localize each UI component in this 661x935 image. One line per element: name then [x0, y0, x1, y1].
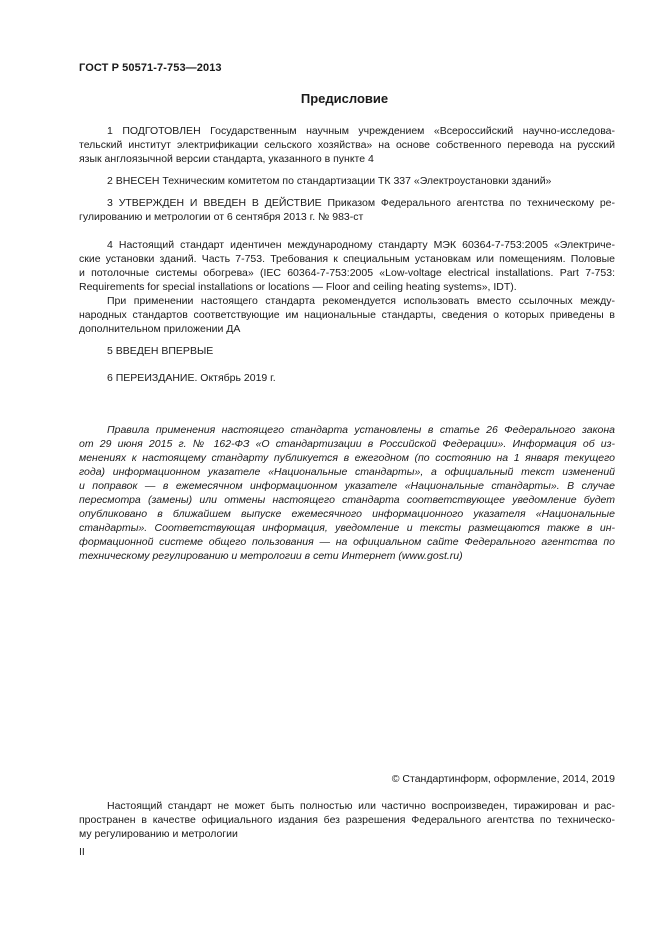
paragraph-4-line: 4 Настоящий стандарт идентичен международному стандарту МЭК 60364-7-753:2005 «Электриче-: [107, 239, 615, 251]
paragraph-4-line: и потолочные системы обогрева» (IEC 60364-7-753:2005 «Low-voltage electrical installations. Part 7-753:: [79, 267, 615, 279]
paragraph-7: [79, 371, 615, 385]
paragraph-1-line: 1 ПОДГОТОВЛЕН Государственным научным учреждением «Всероссийский научно-исследова-: [107, 125, 615, 137]
paragraph-6-line: 5 ВВЕДЕН ВПЕРВЫЕ: [107, 345, 214, 357]
notice-paragraph-line: опубликовано в ближайшем выпуске ежемесячного информационного указателя «Национальные: [79, 508, 615, 520]
paragraph-7-line: 6 ПЕРЕИЗДАНИЕ. Октябрь 2019 г.: [107, 372, 276, 384]
paragraph-4: [79, 238, 615, 294]
paragraph-1-line: тельский институт электрификации сельского хозяйства» на основе собственного перевода на русский: [79, 139, 615, 151]
page-title-text: Предисловие: [300, 91, 389, 106]
page-title: [0, 91, 661, 106]
paragraph-1-line: язык англоязычной версии стандарта, указанного в пункте 4: [79, 153, 374, 165]
footer-notice-line: пространен в качестве официального издания без разрешения Федерального агентства по техническо-: [79, 814, 615, 826]
paragraph-5-line: дополнительном приложении ДА: [79, 323, 241, 335]
page-number: II: [79, 846, 85, 858]
notice-paragraph-line: и поправок — в ежемесячном информационном указателе «Национальные стандарты». В случае: [79, 480, 615, 492]
paragraph-5-line: народных стандартов соответствующие им национальные стандарты, сведения о которых приведены в: [79, 309, 615, 321]
copyright-line: © Стандартинформ, оформление, 2014, 2019: [391, 773, 615, 785]
standard-code: ГОСТ Р 50571-7-753—2013: [79, 62, 222, 74]
paragraph-5: [79, 294, 615, 336]
paragraph-2: [79, 174, 615, 188]
footer-notice-line: Настоящий стандарт не может быть полностью или частично воспроизведен, тиражирован и рас-: [107, 800, 615, 812]
notice-paragraph-line: Правила применения настоящего стандарта установлены в статье 26 Федерального закона: [107, 424, 615, 436]
paragraph-3: [79, 196, 615, 224]
notice-paragraph-line: стандарты». Соответствующая информация, уведомление и тексты размещаются также в ин-: [79, 522, 615, 534]
paragraph-3-line: 3 УТВЕРЖДЕН И ВВЕДЕН В ДЕЙСТВИЕ Приказом Федерального агентства по техническому ре-: [107, 197, 615, 209]
notice-paragraph-line: года) информационном указателе «Национальные стандарты», а официальный текст изменений: [79, 466, 615, 478]
notice-paragraph: [79, 423, 615, 563]
paragraph-4-line: ские установки зданий. Часть 7-753. Требования к специальным установкам или помещениям. Половые: [79, 253, 615, 265]
footer-notice: [79, 799, 615, 841]
notice-paragraph-line: техническому регулированию и метрологии в сети Интернет (www.gost.ru): [79, 550, 463, 562]
paragraph-6: [79, 344, 615, 358]
paragraph-1: [79, 124, 615, 166]
notice-paragraph-line: от 29 июня 2015 г. № 162-ФЗ «О стандартизации в Российской Федерации». Информация об из-: [79, 438, 615, 450]
notice-paragraph-line: менениях к настоящему стандарту публикуется в ежегодном (по состоянию на 1 января текущего: [79, 452, 615, 464]
footer-notice-line: му регулированию и метрологии: [79, 828, 238, 840]
notice-paragraph-line: формационной системе общего пользования — на официальном сайте Федерального агентства по: [79, 536, 615, 548]
paragraph-3-line: гулированию и метрологии от 6 сентября 2013 г. № 983-ст: [79, 211, 364, 223]
paragraph-2-line: 2 ВНЕСЕН Техническим комитетом по стандартизации ТК 337 «Электроустановки зданий»: [107, 175, 552, 187]
paragraph-4-line: Requirements for special installations or locations — Floor and ceiling heating systems», IDT).: [79, 281, 517, 293]
paragraph-5-line: При применении настоящего стандарта рекомендуется использовать вместо ссылочных между-: [107, 295, 615, 307]
notice-paragraph-line: пересмотра (замены) или отмены настоящего стандарта соответствующее уведомление будет: [79, 494, 615, 506]
